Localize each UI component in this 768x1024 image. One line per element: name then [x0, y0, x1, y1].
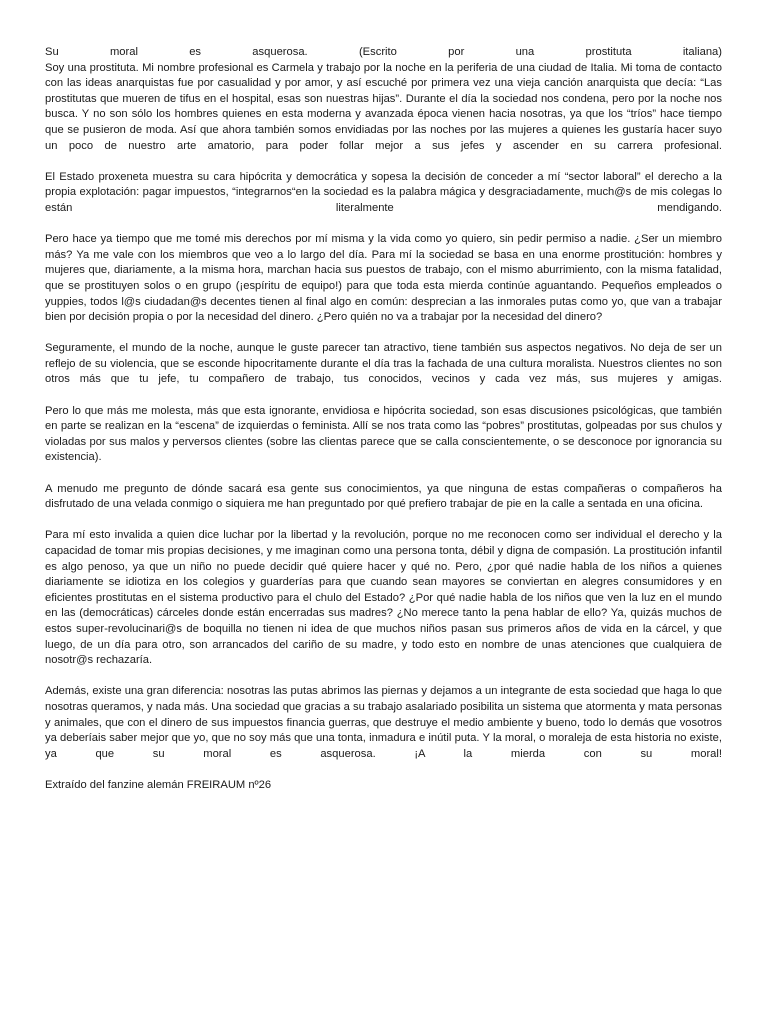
paragraph-1: Soy una prostituta. Mi nombre profesional es Carmela y trabajo por la noche en la periferia de una ciudad de Italia. Mi toma de contacto con las ideas anarquistas fue por casualidad y por amor, y así escuché por primera vez una vieja canción anarquista que decía: “Las prostitutas que mueren de tifus en el hospital, esas son nuestras hijas”. Durante el día la sociedad nos condena, pero por la noche nos busca. Y no son sólo los hombres quienes en esta moderna y avanzada época vienen hacia nosotras, ya que los “tríos” hace tiempo que se pusieron de moda. Así que ahora también somos envidiadas por las noches por las mujeres a quienes les gustaría hacer suyo un poco de nuestro arte amatorio, para poder follar mejor a sus jefes y ascender en su carrera profesional. — [45, 61, 722, 152]
document-title: Su moral es asquerosa. (Escrito por una prostituta italiana) — [45, 46, 722, 58]
paragraph-5: Pero lo que más me molesta, más que esta ignorante, envidiosa e hipócrita sociedad, son esas discusiones psicológicas, que también en parte se realizan en la “escena” de izquierdas o feminista. Allí se nos trata como las “pobres” prostitutas, golpeadas por sus chulos y violadas por sus malos y perversos clientes (sobre las clientas parece que se calla conscientemente, o se desconoce por ignorancia su existencia). — [45, 404, 722, 464]
paragraph-3: Pero hace ya tiempo que me tomé mis derechos por mí misma y la vida como yo quiero, sin pedir permiso a nadie. ¿Ser un miembro más? Ya me vale con los miembros que veo a lo largo del día. Para mí la sociedad se basa en una enorme prostitución: hombres y mujeres que, diariamente, a la misma hora, marchan hacia sus puestos de trabajo, con el mismo aburrimiento, con la misma fatalidad, que se prostituyen solos o en grupo (¡espíritu de equipo!) para que toda esta mierda continúe aguantando. Pequeños empleados o yuppies, todos l@s ciudadan@s decentes tienen al final algo en común: desprecian a las inmorales putas como yo, que van a trabajar bien por decisión propia o por la necesidad del dinero. ¿Pero quién no va a trabajar por la necesidad del dinero? — [45, 233, 722, 324]
paragraph-2: El Estado proxeneta muestra su cara hipócrita y democrática y sopesa la decisión de conceder a mí “sector laboral” el derecho a la propia explotación: pagar impuestos, “integrarnos“en la sociedad es la palabra mágica y desgraciadamente, much@s de mis colegas lo están literalmente mendigando. — [45, 170, 722, 214]
source-note: Extraído del fanzine alemán FREIRAUM nº26 — [45, 778, 272, 791]
paragraph-4: Seguramente, el mundo de la noche, aunque le guste parecer tan atractivo, tiene también sus aspectos negativos. No deja de ser un reflejo de su violencia, que se esconde hipocritamente durante el día tras la fachada de una cultura moralista. Nuestros clientes no son otros más que tu jefe, tu compañero de trabajo, tus conocidos, vecinos y cada vez más, sus mujeres y amigas. — [45, 342, 722, 386]
paragraph-8: Además, existe una gran diferencia: nosotras las putas abrimos las piernas y dejamos a un integrante de esta sociedad que haga lo que nosotras queramos, y nada más. Una sociedad que gracias a su trabajo asalariado posibilita un sistema que atormenta y mata personas y animales, que con el dinero de sus impuestos financia guerras, que destruye el medio ambiente y bueno, todo lo demás que vosotros ya deberíais saber mejor que yo, que no soy más que una tonta, inmadura e inútil puta. Y la moral, o moraleja de esta historia no existe, ya que su moral es asquerosa. ¡A la mierda con su moral! — [45, 685, 722, 760]
paragraph-7: Para mí esto invalida a quien dice luchar por la libertad y la revolución, porque no me reconocen como ser individual el derecho y la capacidad de tomar mis propias decisiones, y me imaginan como una persona tonta, débil y digna de compasión. La prostitución infantil es algo penoso, ya que un niño no puede decidir qué quiere hacer y qué no. Pero, ¿por qué nadie habla de los niños a quienes diariamente se idiotiza en los colegios y guarderías para que cuando sean mayores se conviertan en alegres consumidores y en eficientes prostitutas en el sistema productivo para el chulo del Estado? ¿Por qué nadie habla de los niños que ven la luz en el mundo en las (democráticas) cárceles donde están encerradas sus madres? ¿No merece tanto la pena hablar de ello? Ya, quizás muchos de estos super-revolucinari@s de boquilla no tienen ni idea de que muchos niños pasan sus primeros años de vida en la cárcel, y que luego, de un día para otro, son arrancados del cariño de su madre, y todo esto en nombre de unas atenciones que cualquiera de nosotr@s rechazaría. — [45, 529, 722, 667]
document-page — [45, 45, 722, 794]
paragraph-6: A menudo me pregunto de dónde sacará esa gente sus conocimientos, ya que ninguna de estas compañeras o compañeros ha disfrutado de una velada conmigo o siquiera me han preguntado por qué prefiero trabajar de pie en la calle a sentada en una oficina. — [45, 482, 722, 511]
opening-paragraph — [45, 45, 722, 154]
